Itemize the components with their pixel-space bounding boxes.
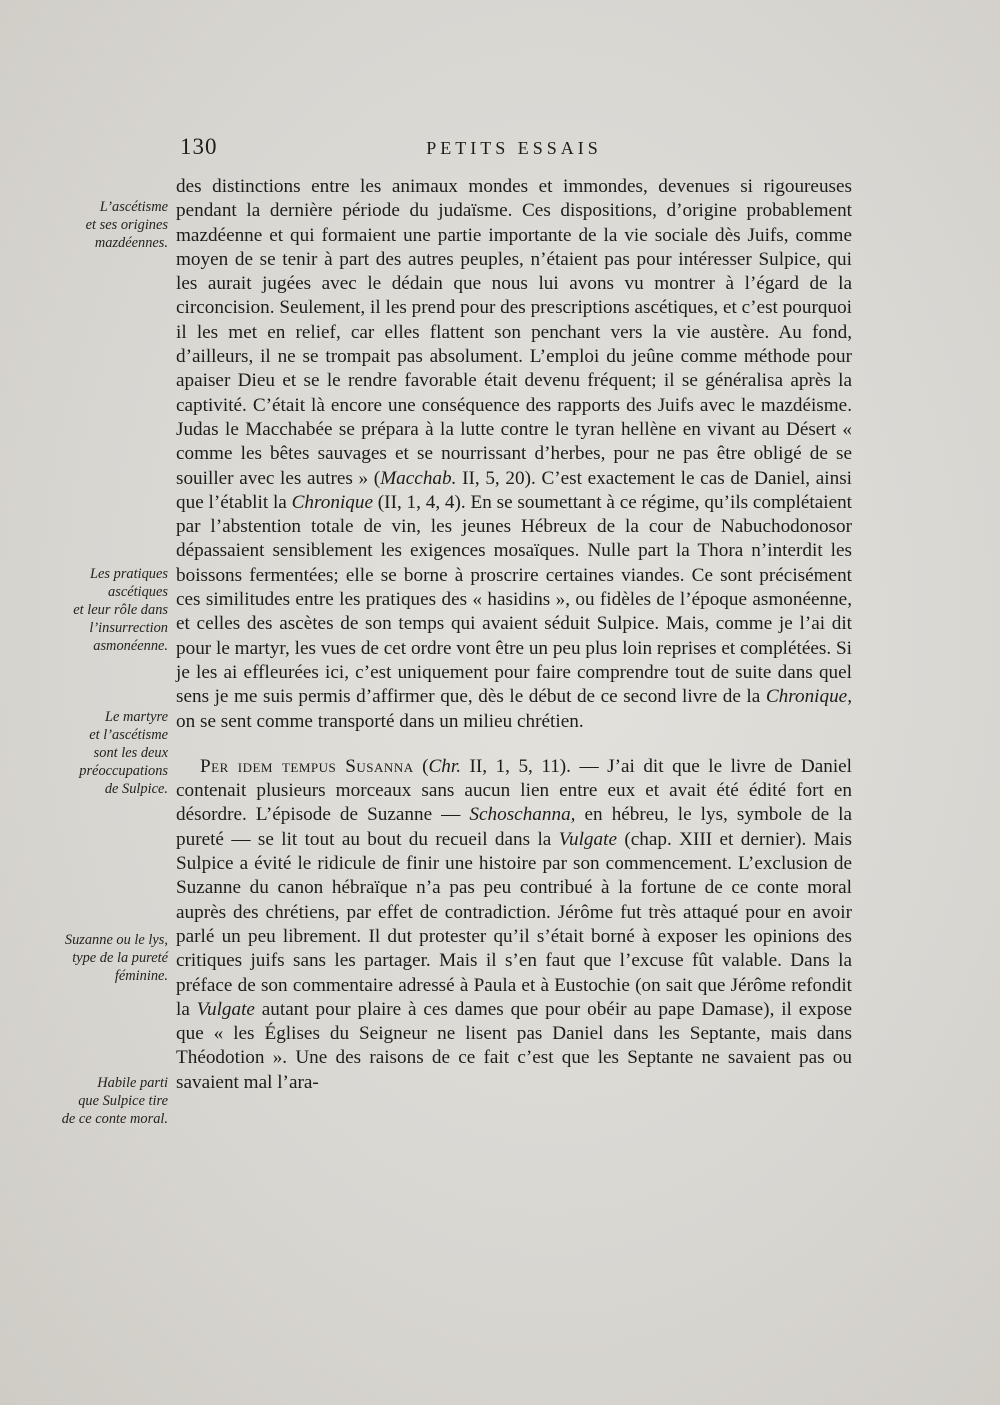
margin-note-line: Habile parti: [97, 1075, 168, 1091]
margin-note-line: Le martyre: [104, 709, 168, 725]
text-run: autant pour plaire à ces dames que pour obéir au pape Damase), il expose que « les Églises du Seigneur ne lisent pas Daniel dans les Septante, mais dans Théodotion ». Une des raisons de ce fait c’est que les Septante ne savaient pas ou savaient mal l’ara-: [176, 998, 852, 1093]
citation-title: Macchab.: [380, 467, 457, 489]
text-run: en hébreu, le lys, symbole de la pureté — se lit tout au bout du recueil dans la: [176, 804, 853, 850]
margin-note-line: préoccupations: [79, 763, 168, 779]
text-run: on se sent comme transporté dans un milieu chrétien.: [176, 710, 584, 732]
margin-note-line: l’insurrection: [89, 620, 168, 636]
paragraph-suzanne: [176, 755, 852, 1095]
margin-note-line: type de la pureté: [72, 950, 168, 966]
page-header: [176, 134, 852, 166]
margin-note-line: de Sulpice.: [104, 781, 168, 797]
margin-note-line: asmonéenne.: [93, 638, 168, 654]
text-run: (II, 1, 4, 4). En se soumettant à ce régime, qu’ils complétaient par l’abstention totale de vin, les jeunes Hébreux de la cour de Nabuchodonosor dépassaient sensiblement les exigences mosaïques. Nulle part la Thora n’interdit les boissons fermentées; elle se borne à proscrire certaines viandes. Ce sont précisément ces similitudes entre les pratiques des « hasidins », ou fidèles de l’époque asmonéenne, et celles des ascètes de son temps qui avaient séduit Sulpice. Mais, comme je l’ai dit pour le martyr, les vues de cet ordre vont être un peu plus loin reprises et complétées. Si je les ai effleurées ici, c’est uniquement pour faire comprendre tout de suite dans quel sens je me suis permis d’affirmer que, dès le début de ce second livre de la: [176, 491, 853, 708]
margin-note-line: sont les deux: [93, 745, 168, 761]
margin-note-pratiques: [38, 565, 168, 655]
text-run: (chap. XIII et dernier). Mais Sulpice a évité le ridicule de finir une histoire par son commencement. L’exclusion de Suzanne du canon hébraïque n’a pas peu contribué à la fortune de ce conte moral auprès des chrétiens, par effet de contradiction. Jérôme fut très attaqué pour en avoir parlé un peu librement. Il dut protester qu’il s’était borné à exposer les opinions des critiques juifs sans les partager. Mais il s’en faut que l’excuse fût valable. Dans la préface de son commentaire adressé à Paula et à Eustochie (on sait que Jérôme refondit la: [176, 828, 853, 1020]
margin-note-line: que Sulpice tire: [78, 1093, 168, 1109]
paragraph-ascetisme: [176, 175, 852, 734]
margin-note-ascetisme: [38, 198, 168, 252]
margin-note-line: et l’ascétisme: [89, 727, 168, 743]
citation-title: Vulgate: [196, 998, 255, 1020]
text-run: des distinctions entre les animaux mondes et immondes, devenues si rigoureuses pendant la dernière période du judaïsme. Ces dispositions, d’origine probablement mazdéenne et qui formaient une partie importante de la vie sociale dès Juifs, comme moyen de se tenir à part des autres peuples, n’étaient pas pour intéresser Sulpice, qui les aurait jugées avec le dédain que nous lui avons vu montrer à l’égard de la circoncision. Seulement, il les prend pour des prescriptions ascétiques, et c’est pourquoi il les met en relief, car elles flattent son penchant vers la vie austère. Au fond, d’ailleurs, il ne se trompait pas absolument. L’emploi du jeûne comme méthode pour apaiser Dieu et se le rendre favorable était devenu fréquent; il se généralisa après la captivité. C’était là encore une conséquence des rapports des Juifs avec le mazdéisme. Judas le Macchabée se prépara à la lutte contre le tyran hellène en vivant au Désert « comme les bêtes sauvages et se nourrissant d’herbes, pour ne pas être obligé de se souiller avec les autres » (: [176, 176, 852, 489]
margin-note-martyre: [38, 708, 168, 798]
citation-title: Vulgate: [558, 828, 617, 850]
page-number: 130: [180, 134, 218, 159]
citation-title: Chr.: [428, 755, 462, 777]
citation-title: Chronique: [291, 491, 373, 513]
margin-note-line: Suzanne ou le lys,: [64, 932, 168, 948]
body-text: [176, 175, 852, 1095]
margin-note-line: Les pratiques: [90, 566, 168, 582]
citation-title: Chronique,: [765, 686, 852, 708]
running-title: PETITS ESSAIS: [426, 138, 602, 158]
margin-note-line: de ce conte moral.: [61, 1111, 168, 1127]
margin-note-line: et ses origines: [85, 217, 168, 233]
foreign-term: Schoschanna,: [469, 804, 576, 826]
margin-note-habile-parti: [38, 1074, 168, 1128]
margin-note-line: mazdéennes.: [94, 235, 168, 251]
text-run: II, 1, 5, 11). — J’ai dit que le livre de Daniel contenait plusieurs morceaux sans aucun lien entre eux et avait été édité fort en désordre. L’épisode de Suzanne —: [176, 755, 852, 826]
section-lead: Per idem tempus Susanna: [200, 755, 414, 777]
margin-note-line: et leur rôle dans: [73, 602, 168, 618]
text-run: (: [413, 755, 429, 777]
margin-note-line: ascétiques: [108, 584, 168, 600]
margin-note-suzanne: [38, 931, 168, 985]
text-run: II, 5, 20). C’est exactement le cas de Daniel, ainsi que l’établit la: [176, 467, 853, 513]
margin-note-line: féminine.: [114, 968, 168, 984]
margin-note-line: L’ascétisme: [99, 199, 168, 215]
